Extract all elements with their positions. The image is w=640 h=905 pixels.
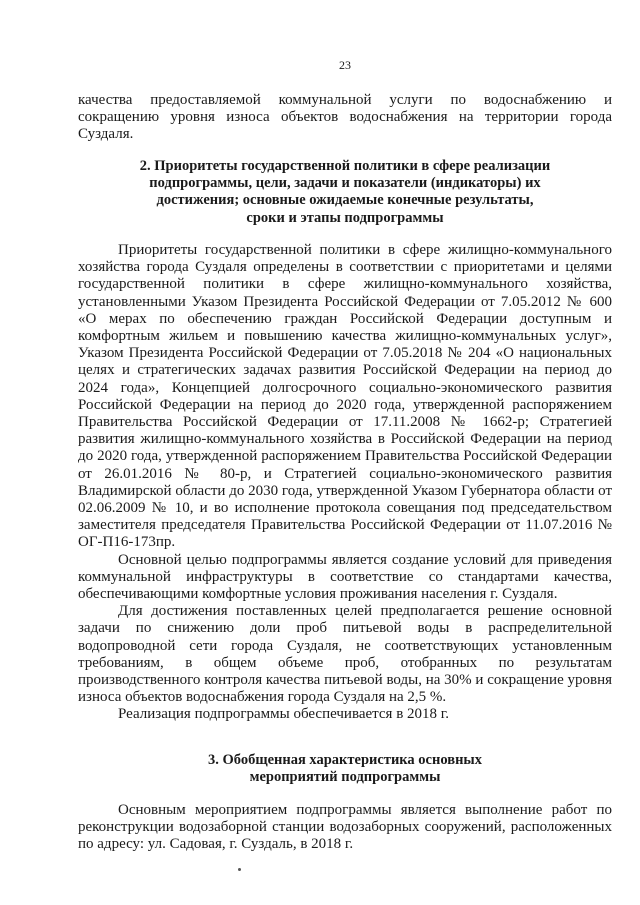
heading-line: 2. Приоритеты государственной политики в сфере реализации [139, 158, 551, 174]
main-activity-paragraph: Основным мероприятием подпрограммы является выполнение работ по реконструкции водозаборной станции водозаборных сооружений, расположенных по адресу: ул. Садовая, г. Суздаль, в 2018 г. [78, 802, 612, 853]
continued-paragraph [78, 92, 612, 144]
heading-line: 3. Обобщенная характеристика основных [207, 752, 482, 768]
page-number: 23 [339, 58, 351, 72]
timeline-paragraph: Реализация подпрограммы обеспечивается в 2018 г. [118, 706, 449, 723]
section-3-heading [78, 752, 612, 786]
section-2-body [78, 242, 612, 724]
section-2-heading [78, 158, 612, 227]
heading-line: сроки и этапы подпрограммы [246, 209, 444, 226]
goal-paragraph: Основной целью подпрограммы является создание условий для приведения коммунальной инфраструктуры в соответствие со стандартами качества, обеспечивающими комфортные условия проживания населения г. Суздаля. [78, 551, 612, 603]
heading-line: подпрограммы, цели, задачи и показатели (индикаторы) их [149, 175, 541, 192]
priorities-paragraph: Приоритеты государственной политики в сфере жилищно-коммунального хозяйства города Суздаля определены в соответствии с приоритетами и целями государственной политики в сфере жилищно-коммунального хозяйства, установленными Указом Президента Российской Федерации от 7.05.2012 № 600 «О мерах по обеспечению граждан Российской Федерации доступным и комфортным жильем и повышению качества жилищно-коммунальных услуг», Указом Президента Российской Федерации от 7.05.2018 № 204 «О национальных целях и стратегических задачах развития Российской Федерации на период до 2024 года», Концепцией долгосрочного социально-экономического развития Российской Федерации на период до 2020 года, утвержденной распоряжением Правительства Российской Федерации от 17.11.2008 № 1662-р; Стратегией развития жилищно-коммунального хозяйства в Российской Федерации на период до 2020 года, утвержденной распоряжением Правительства Российской Федерации от 26.01.2016 № 80-р, и Стратегией социально-экономического развития Владимирской области до 2030 года, утвержденной Указом Губернатора области от 02.06.2009 № 10, и во исполнение протокола совещания под председательством заместителя председателя Правительства Российской Федерации от 11.07.2016 № ОГ-П16-173пр. [78, 242, 612, 551]
tasks-paragraph: Для достижения поставленных целей предполагается решение основной задачи по снижению доли проб питьевой воды в распределительной водопроводной сети города Суздаля, не соответствующих установленным требованиям, в общем объеме проб, отобранных по результатам производственного контроля качества питьевой воды, на 30% и сокращение уровня износа объектов водоснабжения города Суздаля на 2,5 %. [78, 603, 612, 706]
scan-dot [238, 868, 241, 871]
heading-line: мероприятий подпрограммы [249, 769, 441, 786]
paragraph-text: качества предоставляемой коммунальной услуги по водоснабжению и сокращению уровня износа объектов водоснабжения на территории города Суздаля. [78, 92, 612, 143]
section-3-body [78, 802, 612, 854]
heading-line: достижения; основные ожидаемые конечные результаты, [156, 192, 534, 209]
